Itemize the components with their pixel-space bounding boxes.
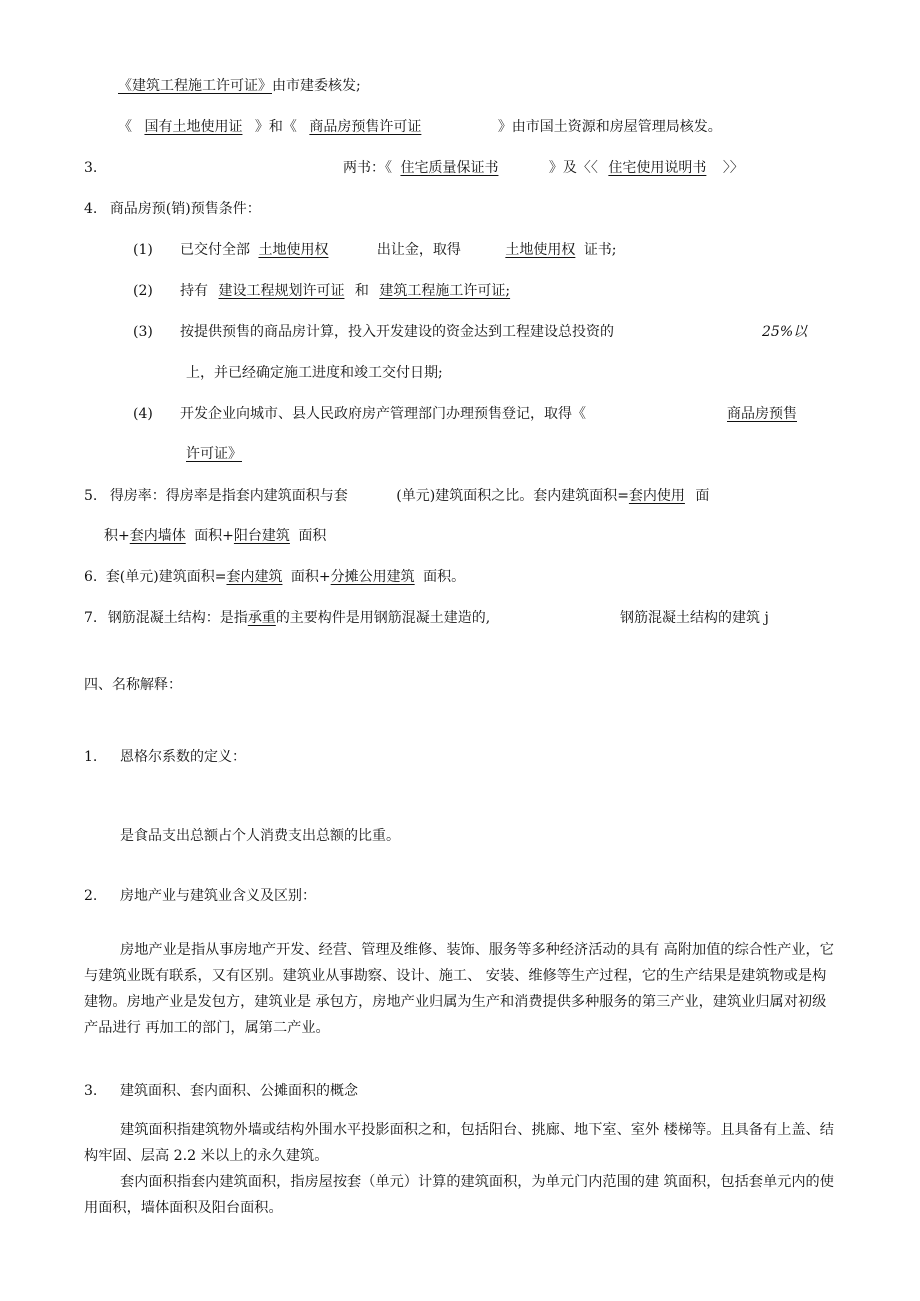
line-7-load-bearing: 承重: [247, 610, 276, 626]
q2-answer: 房地产业是指从事房地产开发、经营、管理及维修、装饰、服务等多种经济活动的具有 高附加值的综合性产业，它与建筑业既有联系，又有区别。建筑业从事勘察、设计、施工、 安装、维修等生产过程，它的生产结果是建筑物或是构建物。房地产业是发包方，建筑业是 承包方，房地产业归属为生产和消费提供多种服务的第三产业，建筑业归属对初级产品进行 再加工的部门，属第二产业。: [84, 942, 834, 1036]
quality-guarantee: 住宅质量保证书: [400, 160, 499, 176]
cond-1: [180, 240, 617, 260]
q3-title: 建筑面积、套内面积、公摊面积的概念: [120, 1083, 358, 1099]
cond-1-land-right: 土地使用权: [258, 242, 329, 258]
line-7-number: 7.: [84, 610, 98, 626]
line-6-a: 套(单元)建筑面积=: [105, 569, 227, 585]
cond-1-a: 已交付全部: [180, 242, 250, 258]
cond-4-presale: 商品房预售: [727, 406, 797, 422]
line-5-i: 面积: [298, 528, 327, 544]
cond-4-a: 开发企业向城市、县人民政府房产管理部门办理预售登记，取得《: [180, 406, 586, 422]
cond-3-number: (3): [133, 324, 153, 340]
cond-3-percent: 25%以: [762, 324, 808, 340]
line-6-number: 6.: [84, 569, 98, 585]
line-5-number: 5.: [84, 488, 98, 504]
line-5-e: 积+: [104, 528, 130, 544]
line-6-c: 面积+: [290, 569, 331, 585]
line-3-text: 两书：《: [343, 160, 392, 176]
line-5-balcony: 阳台建筑: [233, 528, 290, 544]
line-5: [84, 486, 709, 506]
q1-title: 恩格尔系数的定义：: [120, 749, 246, 765]
line-5-inner-wall: 套内墙体: [129, 528, 186, 544]
line-3-number: 3.: [84, 160, 98, 176]
line-5-inner-use: 套内使用: [628, 488, 685, 504]
line-4-text: 商品房预(销)预售条件：: [109, 201, 261, 217]
q1-answer: 是食品支出总额占个人消费支出总额的比重。: [120, 828, 400, 844]
line-4-number: 4.: [84, 201, 98, 217]
cond-1-number: (1): [133, 242, 153, 258]
usage-manual: 住宅使用说明书: [608, 160, 707, 176]
cond-1-c: 出让金，取得: [376, 242, 461, 258]
line-3-and: 》及〈〈: [548, 160, 598, 176]
line-5-a: 得房率：得房率是指套内建筑面积与套: [109, 488, 348, 504]
cond-2-number: (2): [133, 283, 153, 299]
cond-2: [180, 281, 510, 301]
q3-para-1: 建筑面积指建筑物外墙或结构外围水平投影面积之和，包括阳台、挑廊、地下室、室外 楼梯等。且具备有上盖、结构牢固、层高 2.2 米以上的永久建筑。: [84, 1122, 834, 1164]
cond-3-c: 上，并已经确定施工进度和竣工交付日期;: [186, 365, 443, 381]
construction-permit-link: 《建筑工程施工许可证》: [118, 78, 272, 94]
q2-title: 房地产业与建筑业含义及区别：: [120, 888, 316, 904]
line-1-text: 由市建委核发;: [272, 78, 361, 94]
cond-2-and: 和: [354, 283, 369, 299]
planning-permit: 建设工程规划许可证: [218, 283, 345, 299]
cond-1-land-right-2: 土地使用权: [505, 242, 576, 258]
cond-3-a: 按提供预售的商品房计算，投入开发建设的资金达到工程建设总投资的: [180, 324, 614, 340]
line-5-d: 面: [695, 488, 710, 504]
q3-para-2: 套内面积指套内建筑面积，指房屋按套（单元）计算的建筑面积，为单元门内范围的建 筑面积，包括套单元内的使用面积，墙体面积及阳台面积。: [84, 1174, 834, 1216]
line-6-e: 面积。: [423, 569, 466, 585]
cond-4-permit: 许可证》: [186, 446, 242, 462]
line-2-text: 》由市国土资源和房屋管理局核发。: [497, 119, 722, 135]
presale-permit: 商品房预售许可证: [309, 119, 422, 135]
line-6: [84, 567, 465, 587]
q3-number: 3.: [84, 1083, 98, 1099]
cond-1-e: 证书;: [583, 242, 617, 258]
cond-2-a: 持有: [180, 283, 208, 299]
section-4-heading: 四、名称解释：: [84, 677, 182, 693]
line-5-g: 面积+: [194, 528, 234, 544]
line-7-a: 钢筋混凝土结构：是指: [107, 610, 248, 626]
line-6-inner-building: 套内建筑: [226, 569, 283, 585]
line-5-cont: [104, 526, 326, 546]
construction-permit: 建筑工程施工许可证;: [379, 283, 511, 299]
line-3-close: 〉〉: [722, 160, 744, 176]
line-7-d: 钢筋混凝土结构的建筑 j: [620, 610, 769, 626]
line-7-c: 的主要构件是用钢筋混凝土建造的,: [275, 610, 491, 626]
cond-4-number: (4): [133, 406, 153, 422]
q2-number: 2.: [84, 888, 98, 904]
line-2-bracket: 《: [118, 119, 132, 135]
line-2: [118, 117, 722, 137]
land-use-cert: 国有土地使用证: [144, 119, 243, 135]
line-2-and: 》和《: [254, 119, 297, 135]
q1-number: 1.: [84, 749, 98, 765]
line-4: [84, 199, 261, 219]
line-3: [343, 158, 744, 178]
line-5-b: (单元)建筑面积之比。套内建筑面积=: [396, 488, 629, 504]
line-7: [84, 608, 490, 628]
line-6-shared: 分摊公用建筑: [330, 569, 415, 585]
line-1: [118, 76, 361, 96]
